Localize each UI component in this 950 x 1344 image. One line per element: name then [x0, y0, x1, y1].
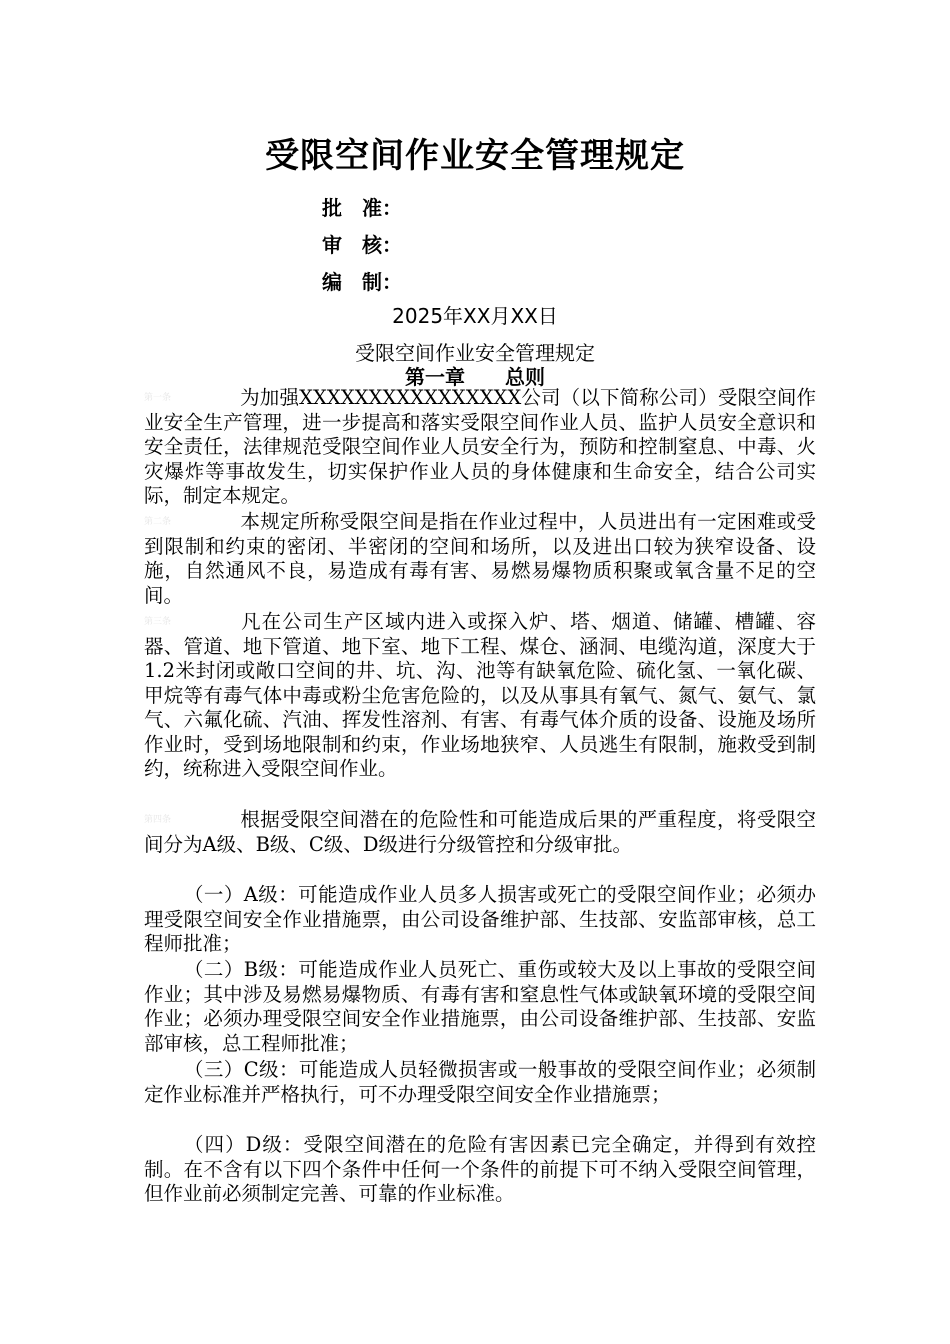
paragraph-text: 凡在公司生产区域内进入或探入炉、塔、烟道、储罐、槽罐、容器、管道、地下管道、地下室、地下工程、煤仓、涵洞、电缆沟道，深度大于1.2米封闭或敞口空间的井、坑、沟、池等有缺氧危险、硫化氢、一氧化碳、甲烷等有毒气体中毒或粉尘危害危险的，以及从事具有氧气、氮气、氨气、氯气、六氟化硫、汽油、挥发性溶剂、有害、有毒气体介质的设备、设施及场所作业时，受到场地限制和约束，作业场地狭窄、人员逃生有限制，施救受到制约，统称进入受限空间作业。	[144, 610, 816, 781]
article-paragraph	[144, 510, 816, 608]
compile-label: 编 制：	[322, 270, 402, 294]
document-subtitle: 受限空间作业安全管理规定	[355, 341, 595, 365]
article-mark: 第四条	[144, 815, 172, 826]
paragraph-text: 本规定所称受限空间是指在作业过程中，人员进出有一定困难或受到限制和约束的密闭、半密闭的空间和场所，以及进出口较为狭窄设备、设施，自然通风不良，易造成有毒有害、易燃易爆物质积聚或氧含量不足的空间。	[144, 510, 816, 607]
level-d-paragraph: （四）D级：受限空间潜在的危险有害因素已完全确定，并得到有效控制。在不含有以下四个条件中任何一个条件的前提下可不纳入受限空间管理，但作业前必须制定完善、可靠的作业标准。	[144, 1133, 816, 1205]
level-b-paragraph: （二）B级：可能造成作业人员死亡、重伤或较大及以上事故的受限空间作业；其中涉及易燃易爆物质、有毒有害和窒息性气体或缺氧环境的受限空间作业；必须办理受限空间安全作业措施票，由公司设备维护部、生技部、安监部审核，总工程师批准；	[144, 958, 816, 1055]
level-a-paragraph: （一）A级：可能造成作业人员多人损害或死亡的受限空间作业；必须办理受限空间安全作业措施票，由公司设备维护部、生技部、安监部审核，总工程师批准；	[144, 883, 816, 955]
article-mark: 第一条	[144, 393, 172, 404]
article-paragraph	[144, 386, 816, 509]
paragraph-text: 为加强XXXXXXXXXXXXXXXX公司（以下简称公司）受限空间作业安全生产管理，进一步提高和落实受限空间作业人员、监护人员安全意识和安全责任，法律规范受限空间作业人员安全行为，预防和控制窒息、中毒、火灾爆炸等事故发生，切实保护作业人员的身体健康和生命安全，结合公司实际，制定本规定。	[144, 386, 816, 508]
chapter-number: 第一章	[405, 365, 465, 389]
review-label: 审 核：	[322, 233, 402, 257]
article-mark: 第三条	[144, 617, 172, 628]
approve-label: 批 准：	[322, 196, 402, 220]
chapter-name: 总则	[505, 365, 545, 389]
level-c-paragraph: （三）C级：可能造成人员轻微损害或一般事故的受限空间作业；必须制定作业标准并严格执行，可不办理受限空间安全作业措施票；	[144, 1058, 816, 1106]
article-paragraph	[144, 808, 816, 857]
document-title: 受限空间作业安全管理规定	[265, 136, 685, 176]
document-date: 2025年XX月XX日	[392, 304, 558, 328]
article-mark: 第二条	[144, 517, 172, 528]
paragraph-text: 根据受限空间潜在的危险性和可能造成后果的严重程度，将受限空间分为A级、B级、C级、D级进行分级管控和分级审批。	[144, 808, 816, 856]
article-paragraph	[144, 610, 816, 782]
